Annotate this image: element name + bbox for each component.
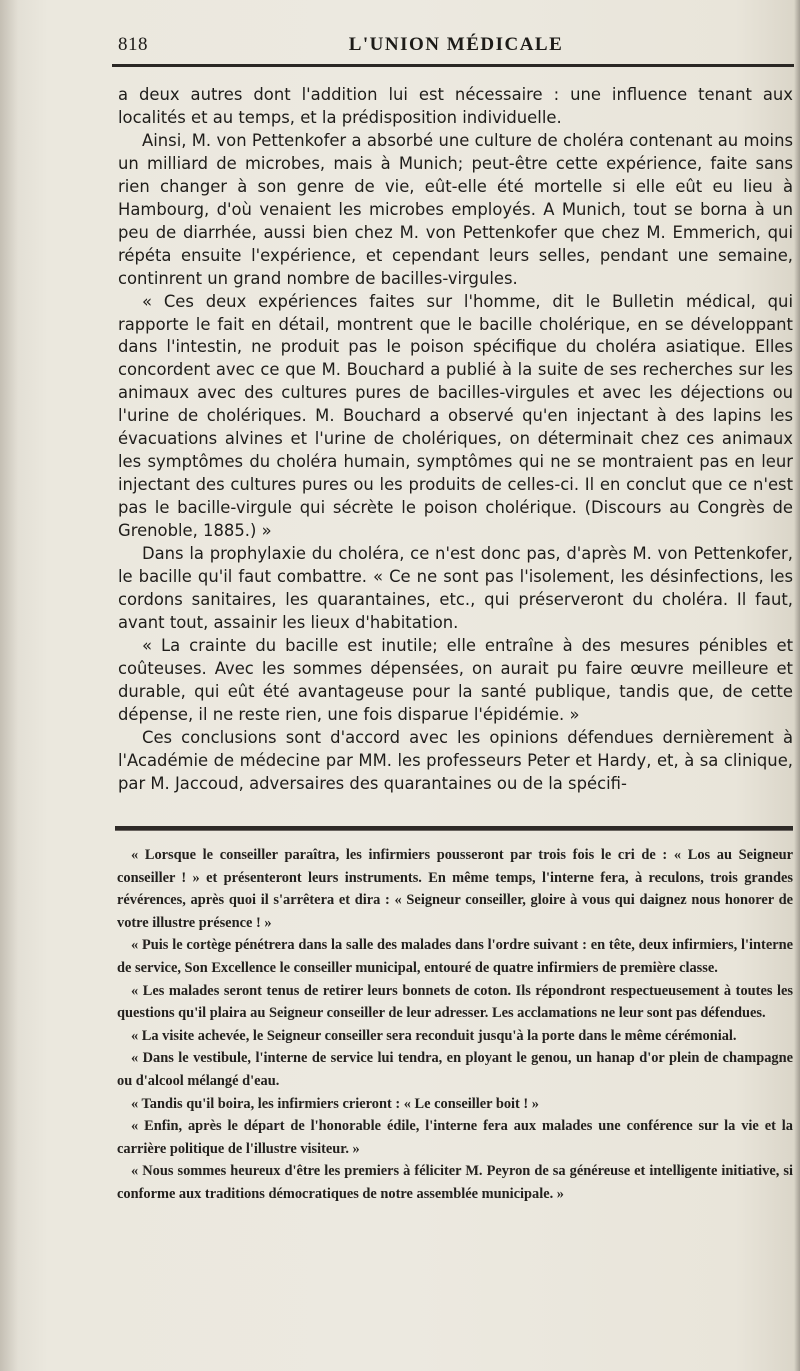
body-paragraph: Dans la prophylaxie du choléra, ce n'est donc pas, d'après M. von Pettenkofer, le bacille qu'il faut combattre. « Ce ne sont pas l'isolement, les désinfections, les cordons sanitaires, les quarantaines, etc., qui préserveront du choléra. Il faut, avant tout, assainir les lieux d'habitation. bbox=[118, 544, 793, 632]
header-rule bbox=[112, 64, 794, 67]
body-paragraph: « Ces deux expériences faites sur l'homme, dit le Bulletin médical, qui rapporte le fait en détail, montrent que le bacille cholérique, en se développant dans l'intestin, ne produit pas le poison spécifique du choléra asiatique. Elles concordent avec ce que M. Bouchard a publié à la suite de ses recherches sur les animaux avec des cultures pures de bacilles-virgules et avec les déjections ou l'urine de cholériques. M. Bouchard a observé qu'en injectant à des lapins les évacuations alvines et l'urine de cholériques, on déterminait chez ces animaux les symptômes du choléra humain, symptômes qui ne se montraient pas en leur injectant des cultures pures ou les produits de celles-ci. Il en conclut que ce n'est pas le bacille-virgule qui sécrète le poison cholérique. (Discours au Congrès de Grenoble, 1885.) » bbox=[118, 291, 793, 541]
running-head: L'UNION MÉDICALE bbox=[348, 34, 564, 55]
page-edge bbox=[794, 0, 800, 1371]
body-paragraph: « La crainte du bacille est inutile; elle entraîne à des mesures pénibles et coûteuses. Avec les sommes dépensées, on aurait pu faire œuvre meilleure et durable, qui eût été avantageuse pour la santé publique, tandis que, de cette dépense, il ne reste rien, une fois disparue l'épidémie. » bbox=[118, 635, 793, 724]
body-paragraph: Ces conclusions sont d'accord avec les opinions défendues dernièrement à l'Académie de médecine par MM. les professeurs Peter et Hardy, et, à sa clinique, par M. Jaccoud, adversaires des quarantaines ou de la spécifi- bbox=[118, 727, 793, 793]
footnote-paragraph: « Dans le vestibule, l'interne de service lui tendra, en ployant le genou, un hanap d'or plein de champagne ou d'alcool mélangé d'eau. bbox=[117, 1050, 793, 1089]
footnotes bbox=[117, 844, 793, 1206]
body-paragraph: Ainsi, M. von Pettenkofer a absorbé une culture de choléra contenant au moins un milliard de microbes, mais à Munich; peut-être cette expérience, faite sans rien changer à son genre de vie, eût-elle été mortelle si elle eût eu lieu à Hambourg, d'où venaient les microbes employés. A Munich, tout se borna à un peu de diarrhée, aussi bien chez M. von Pettenkofer que chez M. Emmerich, qui répéta ensuite l'expérience, et cependant leurs selles, pendant une semaine, continrent un grand nombre de bacilles-virgules. bbox=[118, 130, 793, 288]
page-number: 818 bbox=[118, 34, 148, 55]
footnote-paragraph: « Puis le cortège pénétrera dans la salle des malades dans l'ordre suivant : en tête, deux infirmiers, l'interne de service, Son Excellence le conseiller municipal, entouré de quatre infirmiers de première classe. bbox=[117, 937, 793, 976]
footnote-paragraph: « Nous sommes heureux d'être les premiers à féliciter M. Peyron de sa généreuse et intelligente initiative, si conforme aux traditions démocratiques de notre assemblée municipale. » bbox=[117, 1163, 793, 1202]
footnote-paragraph: « Les malades seront tenus de retirer leurs bonnets de coton. Ils répondront respectueusement à toutes les questions qu'il plaira au Seigneur conseiller de leur adresser. Les acclamations ne leur sont pas défendues. bbox=[117, 982, 793, 1022]
main-body-text bbox=[118, 84, 793, 796]
footnote-paragraph: « La visite achevée, le Seigneur conseiller sera reconduit jusqu'à la porte dans le même cérémonial. bbox=[131, 1027, 737, 1044]
body-paragraph: a deux autres dont l'addition lui est nécessaire : une influence tenant aux localités et au temps, et la prédisposition individuelle. bbox=[118, 85, 793, 127]
spine-shadow bbox=[0, 0, 18, 1371]
footnote-paragraph: « Lorsque le conseiller paraîtra, les infirmiers pousseront par trois fois le cri de : « Los au Seigneur conseiller ! » et présenteront leurs instruments. En même temps, l'interne fera, à reculons, trois grandes révérences, après quoi il s'arrêtera et dira : « Seigneur conseiller, gloire à vous qui daignez nous honorer de votre illustre présence ! » bbox=[117, 847, 793, 931]
footnote-paragraph: « Tandis qu'il boira, les infirmiers crieront : « Le conseiller boit ! » bbox=[131, 1095, 539, 1112]
footnote-paragraph: « Enfin, après le départ de l'honorable édile, l'interne fera aux malades une conférence sur la vie et la carrière politique de l'illustre visiteur. » bbox=[117, 1118, 793, 1157]
page-header bbox=[118, 34, 794, 64]
footnote-rule bbox=[115, 826, 793, 831]
